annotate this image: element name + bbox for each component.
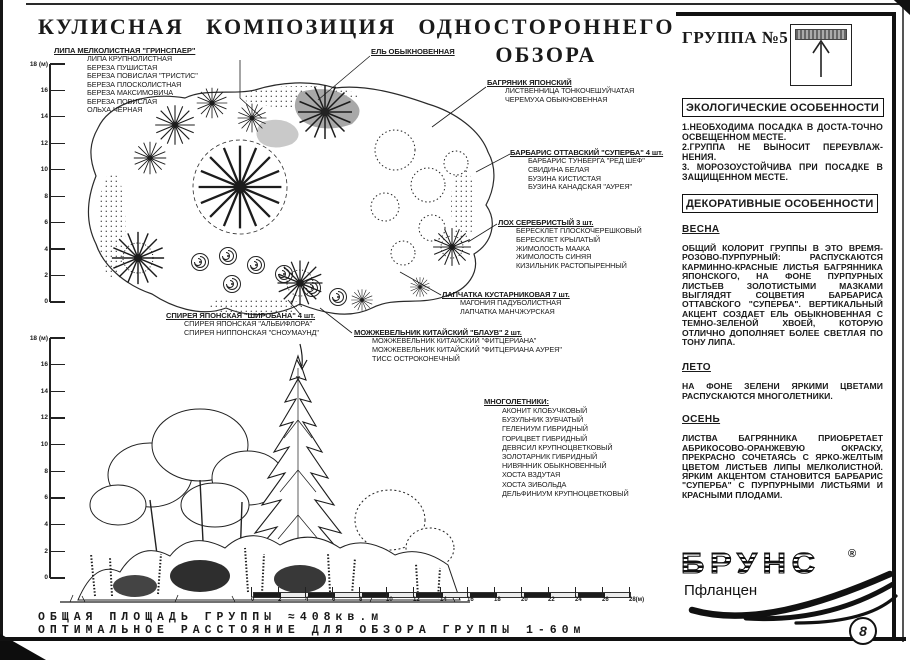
season-header-spring: ВЕСНА	[682, 224, 720, 235]
plant-group-header: ЛИПА МЕЛКОЛИСТНАЯ "ГРИНСПАЕР"	[54, 46, 196, 55]
list-item: СВИДИНА БЕЛАЯ	[528, 164, 590, 174]
list-item: МАГОНИЯ ПАДУБОЛИСТНАЯ	[460, 298, 562, 307]
page-title-line1: КУЛИСНАЯ КОМПОЗИЦИЯ ОДНОСТОРОННЕГО	[38, 14, 675, 39]
list-item: 1.НЕОБХОДИМА ПОСАДКА В ДОСТА-ТОЧНО ОСВЕЩЕННОМ МЕСТЕ.	[682, 122, 883, 142]
deco-features-header: ДЕКОРАТИВНЫЕ ОСОБЕННОСТИ	[682, 194, 878, 213]
season-header-autumn: ОСЕНЬ	[682, 414, 721, 426]
list-item: БЕРЕЗА ПОВИСЛАЯ	[87, 96, 158, 106]
list-item: МОЖЖЕВЕЛЬНИК КИТАЙСКИЙ "ФИТЦЕРИАНА"	[372, 336, 537, 345]
plant-group-items	[54, 55, 198, 115]
page-number-badge	[849, 617, 877, 645]
list-item: ТИСС ОСТРОКОНЕЧНЫЙ	[372, 353, 460, 363]
list-item: БЕРЕЗА ПЛОСКОЛИСТНАЯ	[87, 79, 182, 89]
vertical-scale-elevation: 18 (м) 16 14 12 10 8 6 4 2 0	[28, 338, 68, 578]
list-item: ЖИМОЛОСТЬ СИНЯЯ	[516, 252, 592, 262]
plant-group-header: МНОГОЛЕТНИКИ:	[484, 397, 549, 406]
list-item: БЕРЕСКЛЕТ ПЛОСКОЧЕРЕШКОВЫЙ	[516, 226, 642, 235]
list-item: ЛИПА КРУПНОЛИСТНАЯ	[87, 54, 172, 63]
plant-group-header: БАГРЯНИК ЯПОНСКИЙ	[487, 78, 572, 87]
list-item: АКОНИТ КЛОБУЧКОВЫЙ	[502, 406, 588, 415]
group-number-title: ГРУППА №5	[682, 28, 789, 47]
vertical-scale-plan: 18 (м) 16 14 12 10 8 6 4 2 0	[28, 64, 68, 302]
list-item: БЕРЕЗА ПОВИСЛАЯ "ТРИСТИС"	[87, 71, 198, 80]
eco-features-list	[682, 122, 883, 182]
list-item: ОЛЬХА ЧЕРНАЯ	[87, 105, 143, 114]
plant-group-items	[484, 406, 629, 498]
list-item: ГЕЛЕНИУМ ГИБРИДНЫЙ	[502, 424, 588, 434]
list-item: СПИРЕЯ ЯПОНСКАЯ "АЛЬБИФЛОРА"	[184, 319, 312, 328]
list-item: БЕРЕСКЛЕТ КРЫЛАТЫЙ	[516, 234, 601, 244]
page-title-line2: ОБЗОРА	[495, 42, 597, 67]
list-item: ЗОЛОТАРНИК ГИБРИДНЫЙ	[502, 452, 598, 462]
plant-group-bagryanik	[487, 78, 634, 105]
plant-group-items	[354, 337, 562, 363]
plant-group-mnogoletniki	[484, 397, 629, 498]
plant-group-lapchatka	[442, 290, 570, 317]
list-item: 2.ГРУППА НЕ ВЫНОСИТ ПЕРЕУВЛАЖ-НЕНИЯ.	[682, 142, 883, 162]
list-item: БЕРЕЗА ПУШИСТАЯ	[87, 62, 158, 72]
list-item: СПИРЕЯ НИППОНСКАЯ "СНОУМАУНД"	[184, 327, 319, 337]
list-item: БУЗИНА КАНАДСКАЯ "АУРЕЯ"	[528, 182, 632, 192]
view-direction-icon	[790, 24, 852, 86]
eco-features-header: ЭКОЛОГИЧЕСКИЕ ОСОБЕННОСТИ	[682, 98, 884, 117]
plant-group-barbaris	[510, 148, 663, 192]
plant-group-header: ЛОХ СЕРЕБРИСТЫЙ 3 шт.	[498, 218, 594, 227]
plant-group-mozhzhevelnik	[354, 328, 562, 363]
plant-group-items	[442, 299, 570, 317]
list-item: ДЕВЯСИЛ КРУПНОЦВЕТКОВЫЙ	[502, 442, 613, 452]
plant-group-header: ЕЛЬ ОБЫКНОВЕННАЯ	[371, 47, 455, 56]
list-item: МОЖЖЕВЕЛЬНИК КИТАЙСКИЙ "ФИТЦЕРИАНА АУРЕЯ"	[372, 344, 562, 354]
plant-group-spireya	[166, 311, 319, 338]
list-item: ЛАПЧАТКА МАНЧЖУРСКАЯ	[460, 306, 555, 316]
list-item: ХОСТА ЗИБОЛЬДА	[502, 479, 567, 489]
plant-group-items	[510, 157, 663, 192]
plant-group-header: ЛАПЧАТКА КУСТАРНИКОВАЯ 7 шт.	[442, 290, 570, 299]
plant-group-lipa	[54, 46, 198, 115]
footer-area-line: ОБЩАЯ ПЛОЩАДЬ ГРУППЫ ≈408кв.м	[38, 611, 384, 624]
list-item: ЛИСТВЕННИЦА ТОНКОЧЕШУЙЧАТАЯ	[505, 86, 635, 95]
info-sidebar	[676, 12, 896, 637]
plant-group-loh	[498, 218, 642, 271]
horizontal-scale-bar: 0 2 4 6 8 10 12 14 16 18 20 22 24 26 28(м)	[253, 586, 631, 606]
footer-distance-line: ОПТИМАЛЬНОЕ РАССТОЯНИЕ ДЛЯ ОБЗОРА ГРУППЫ 1-60м	[38, 624, 586, 637]
brand-subtitle: Пфланцен	[684, 582, 758, 599]
plant-group-el	[371, 47, 455, 56]
list-item: БУЗУЛЬНИК ЗУБЧАТЫЙ	[502, 415, 584, 425]
season-header-summer: ЛЕТО	[682, 362, 711, 374]
list-item: 3. МОРОЗОУСТОЙЧИВА ПРИ ПОСАДКЕ В ЗАЩИЩЕННОМ МЕСТЕ.	[682, 162, 883, 182]
plant-group-items	[498, 227, 642, 271]
registered-trademark-icon: ®	[848, 548, 857, 560]
plant-group-header: МОЖЖЕВЕЛЬНИК КИТАЙСКИЙ "БЛАУВ" 2 шт.	[354, 328, 522, 337]
list-item: ЧЕРЕМУХА ОБЫКНОВЕННАЯ	[505, 94, 608, 104]
up-arrow-icon	[791, 25, 851, 85]
brand-logo-bruns: БРУНС	[681, 548, 821, 580]
list-item: НИВЯННИК ОБЫКНОВЕННЫЙ	[502, 461, 607, 471]
sidebar-header	[682, 24, 884, 86]
list-item: БЕРЕЗА МАКСИМОВИЧА	[87, 88, 173, 97]
list-item: БУЗИНА КИСТИСТАЯ	[528, 173, 601, 183]
page-number: 8	[859, 623, 867, 639]
list-item: БАРБАРИС ТУНБЕРГА "РЕД ШЕФ"	[528, 156, 645, 165]
plant-group-items	[487, 87, 634, 105]
plant-group-header: СПИРЕЯ ЯПОНСКАЯ "ШИРОБАНА" 4 шт.	[166, 311, 316, 320]
plant-group-items	[166, 320, 319, 338]
season-text-autumn: ЛИСТВА БАГРЯННИКА ПРИОБРЕТАЕТ АБРИКОСОВО-ОРАНЖЕВУЮ ОКРАСКУ, ПРЕКРАСНО СОЧЕТАЯСЬ С ЯРКО-ЖЕЛТЫМ ЦВЕТОМ ЛИСТЬЕВ ЛИПЫ МЕЛКОЛИСТНОЙ. ЯРКИМ АКЦЕНТОМ СТАНОВИТСЯ БАРБАРИС "СУПЕРБА" С ПУРПУРНЫМИ ЛИСТЬЯМИ И КРАСНЫМИ ПЛОДАМИ.	[682, 433, 883, 500]
list-item: КИЗИЛЬНИК РАСТОПЫРЕННЫЙ	[516, 261, 627, 271]
elevation-view-drawing	[60, 356, 470, 602]
list-item: ГОРИЦВЕТ ГИБРИДНЫЙ	[502, 433, 588, 443]
season-text-summer: НА ФОНЕ ЗЕЛЕНИ ЯРКИМИ ЦВЕТАМИ РАСПУСКАЮТСЯ МНОГОЛЕТНИКИ.	[682, 381, 883, 401]
list-item: ХОСТА ВЗДУТАЯ	[502, 470, 561, 480]
list-item: ЖИМОЛОСТЬ МААКА	[516, 243, 590, 253]
plant-group-header: БАРБАРИС ОТТАВСКИЙ "СУПЕРБА" 4 шт.	[510, 148, 664, 157]
season-text-spring: ОБЩИЙ КОЛОРИТ ГРУППЫ В ЭТО ВРЕМЯ-РОЗОВО-ПУРПУРНЫЙ: РАСПУСКАЮТСЯ КАРМИННО-КРАСНЫЕ ЛИСТЬЯ БАГРЯННИКА ЯПОНСКОГО, НА ФОНЕ ПУРПУРНЫХ ЛИСТЬЕВ ЗОЛОТИСТЫМИ МАЗКАМИ ВЫГЛЯДЯТ СОЦВЕТИЯ БАРБАРИСА ОТТАВСКОГО "СУПЕРБА". ВЕРТИКАЛЬНЫЙ АКЦЕНТ СОЗДАЕТ ЕЛЬ ОБЫКНОВЕННАЯ С ТЕМНО-ЗЕЛЕНОЙ ХВОЕЙ, КОТОРУЮ ОТЛИЧНО ДОПОЛНЯЕТ БОЛЕЕ СВЕТЛАЯ ПО ТОНУ ЛИПА.	[682, 243, 883, 348]
plan-view-drawing	[87, 79, 494, 315]
list-item: ДЕЛЬФИНИУМ КРУПНОЦВЕТКОВЫЙ	[502, 488, 629, 498]
